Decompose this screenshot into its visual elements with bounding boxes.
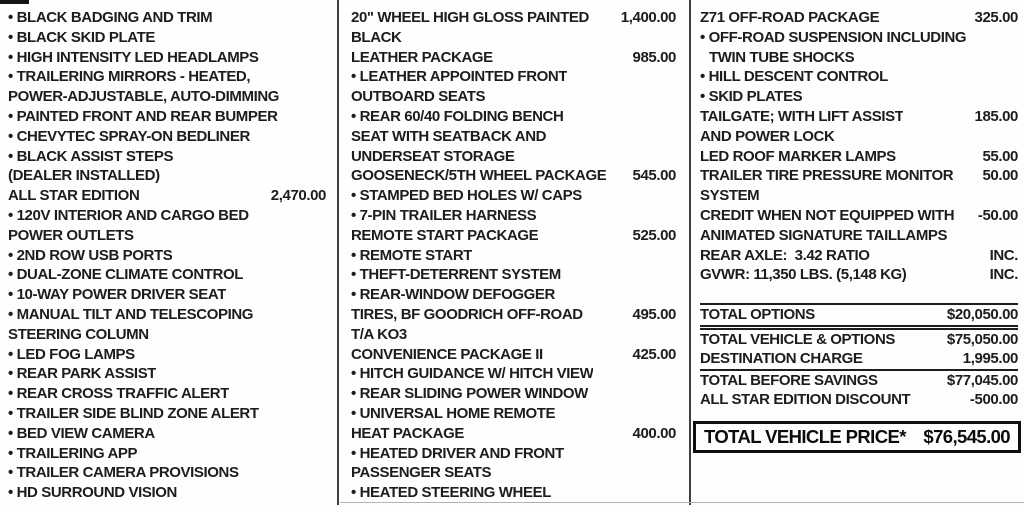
option-text: • SKID PLATES [700,88,803,106]
option-line [700,206,1018,226]
option-text: • 2ND ROW USB PORTS [8,246,173,264]
option-line [351,463,676,483]
option-text: • LEATHER APPOINTED FRONT [351,68,568,86]
option-line [700,8,1018,28]
totals-label: TOTAL VEHICLE & OPTIONS [700,330,895,348]
option-line [351,28,676,48]
option-text: STEERING COLUMN [8,325,149,343]
option-text: • HILL DESCENT CONTROL [700,68,888,86]
option-line [8,424,326,444]
option-text: • TRAILERING APP [8,444,138,462]
options-column-3-lines [700,8,1018,285]
option-text: • 10-WAY POWER DRIVER SEAT [8,286,226,304]
option-line [8,305,326,325]
option-text: • REAR-WINDOW DEFOGGER [351,286,555,304]
option-line [351,67,676,87]
option-line [351,345,676,365]
option-text: • MANUAL TILT AND TELESCOPING [8,305,254,323]
option-line [8,265,326,285]
option-line [8,404,326,424]
option-text: • CHEVYTEC SPRAY-ON BEDLINER [8,127,250,145]
option-text: ANIMATED SIGNATURE TAILLAMPS [700,226,948,244]
option-line [8,384,326,404]
option-line [351,166,676,186]
option-text: TIRES, BF GOODRICH OFF-ROAD [351,305,583,323]
option-price: 185.00 [974,107,1018,125]
option-line [700,107,1018,127]
option-line [700,67,1018,87]
option-text: • 120V INTERIOR AND CARGO BED [8,206,249,224]
option-text: HEAT PACKAGE [351,424,464,442]
option-line [351,206,676,226]
total-vehicle-price-box [693,421,1021,453]
option-line [8,246,326,266]
option-line [351,48,676,68]
option-price: 55.00 [982,147,1018,165]
option-text: • HD SURROUND VISION [8,484,177,502]
option-price: 50.00 [982,167,1018,185]
option-line [351,107,676,127]
option-text: CONVENIENCE PACKAGE II [351,345,543,363]
option-line [351,8,676,28]
option-price: -50.00 [977,206,1018,224]
option-line [351,325,676,345]
option-text: • OFF-ROAD SUSPENSION INCLUDING [700,28,967,46]
option-line [700,28,1018,48]
option-line [351,127,676,147]
column-divider-2 [689,0,691,505]
option-line [351,186,676,206]
option-text: PASSENGER SEATS [351,464,492,482]
option-text: • HITCH GUIDANCE W/ HITCH VIEW [351,365,594,383]
option-line [351,147,676,167]
totals-value: $20,050.00 [946,306,1018,324]
option-text: T/A KO3 [351,325,407,343]
option-line [700,166,1018,186]
option-line [8,285,326,305]
option-text: REMOTE START PACKAGE [351,226,539,244]
option-text: • TRAILERING MIRRORS - HEATED, [8,68,251,86]
option-price: 425.00 [632,345,676,363]
option-text: • LED FOG LAMPS [8,345,135,363]
option-price: 495.00 [632,305,676,323]
option-text: • BLACK ASSIST STEPS [8,147,174,165]
option-line [8,48,326,68]
scan-artifact-top-left [0,0,29,4]
option-text: • HEATED STEERING WHEEL [351,484,551,502]
option-line [351,364,676,384]
option-line [351,246,676,266]
option-line [8,444,326,464]
totals-label: TOTAL BEFORE SAVINGS [700,371,878,389]
option-line [8,107,326,127]
option-price: 2,470.00 [270,187,326,205]
option-text: ALL STAR EDITION [8,187,140,205]
option-line [700,226,1018,246]
option-price: 400.00 [632,424,676,442]
totals-value: $75,050.00 [946,330,1018,348]
option-line [8,8,326,28]
totals-row [700,303,1018,330]
option-line [8,87,326,107]
option-price: 985.00 [632,48,676,66]
totals-label: TOTAL OPTIONS [700,306,815,324]
totals-label: ALL STAR EDITION DISCOUNT [700,391,911,409]
option-text: LED ROOF MARKER LAMPS [700,147,896,165]
option-text: AND POWER LOCK [700,127,835,145]
totals-row [700,371,1018,391]
option-text: • REAR 60/40 FOLDING BENCH [351,107,564,125]
totals-row [700,349,1018,371]
option-text: • TRAILER CAMERA PROVISIONS [8,464,239,482]
option-line [8,127,326,147]
option-text: Z71 OFF-ROAD PACKAGE [700,9,880,26]
option-text: POWER OUTLETS [8,226,134,244]
totals-value: $77,045.00 [946,371,1018,389]
option-text: POWER-ADJUSTABLE, AUTO-DIMMING [8,88,280,106]
option-text: TAILGATE; WITH LIFT ASSIST [700,107,904,125]
option-text: BLACK [351,28,402,46]
option-line [700,127,1018,147]
option-line [8,483,326,503]
option-price: INC. [989,266,1018,284]
option-text: • BED VIEW CAMERA [8,424,155,442]
option-text: • STAMPED BED HOLES W/ CAPS [351,187,582,205]
option-text: • REMOTE START [351,246,473,264]
column-divider-1 [337,0,339,505]
option-text: • HEATED DRIVER AND FRONT [351,444,564,462]
option-text: (DEALER INSTALLED) [8,167,160,185]
option-text: • DUAL-ZONE CLIMATE CONTROL [8,266,243,284]
option-text: • REAR PARK ASSIST [8,365,157,383]
option-text: • REAR SLIDING POWER WINDOW [351,385,588,403]
option-line [351,226,676,246]
total-vehicle-price-label: TOTAL VEHICLE PRICE* [704,425,906,447]
option-line [8,345,326,365]
option-price: 1,400.00 [620,9,676,26]
option-line [700,186,1018,206]
total-vehicle-price-value: $76,545.00 [923,425,1010,447]
option-line [8,28,326,48]
option-price: 545.00 [632,167,676,185]
option-line [700,265,1018,285]
option-line [700,87,1018,107]
option-line [8,463,326,483]
option-line [8,325,326,345]
option-line [8,226,326,246]
totals-table [700,303,1018,410]
option-line [351,87,676,107]
option-text: • REAR CROSS TRAFFIC ALERT [8,385,229,403]
option-text: • BLACK SKID PLATE [8,28,155,46]
options-column-3 [700,8,1018,453]
option-price: 525.00 [632,226,676,244]
option-text: CREDIT WHEN NOT EQUIPPED WITH [700,206,955,224]
totals-label: DESTINATION CHARGE [700,350,863,368]
option-line [351,285,676,305]
option-line [351,305,676,325]
option-line [351,384,676,404]
option-line [351,404,676,424]
option-text: GVWR: 11,350 LBS. (5,148 KG) [700,266,907,284]
option-text: REAR AXLE: 3.42 RATIO [700,246,870,264]
option-text: • THEFT-DETERRENT SYSTEM [351,266,561,284]
option-text: • HIGH INTENSITY LED HEADLAMPS [8,48,259,66]
option-text: OUTBOARD SEATS [351,88,486,106]
option-text: • 7-PIN TRAILER HARNESS [351,206,537,224]
option-line [700,48,1018,68]
option-text: SEAT WITH SEATBACK AND [351,127,547,145]
totals-value: 1,995.00 [962,350,1018,368]
option-line [8,206,326,226]
option-line [8,67,326,87]
option-line [351,424,676,444]
scan-artifact-bottom-line [340,502,1024,503]
option-text: GOOSENECK/5TH WHEEL PACKAGE [351,167,607,185]
option-line [351,265,676,285]
option-text: • UNIVERSAL HOME REMOTE [351,404,556,422]
option-line [8,147,326,167]
totals-row [700,390,1018,410]
option-line [351,444,676,464]
option-line [351,483,676,503]
totals-row [700,330,1018,350]
option-text: TWIN TUBE SHOCKS [709,48,855,66]
option-line [8,186,326,206]
option-text: SYSTEM [700,187,760,205]
option-price: 325.00 [974,9,1018,26]
option-line [700,147,1018,167]
option-line [8,364,326,384]
option-line [8,166,326,186]
totals-value: -500.00 [969,391,1018,409]
option-text: • PAINTED FRONT AND REAR BUMPER [8,107,278,125]
option-text: TRAILER TIRE PRESSURE MONITOR [700,167,954,185]
option-line [700,246,1018,266]
option-text: LEATHER PACKAGE [351,48,493,66]
option-text: 20" WHEEL HIGH GLOSS PAINTED [351,9,589,26]
option-text: • TRAILER SIDE BLIND ZONE ALERT [8,404,259,422]
option-text: • BLACK BADGING AND TRIM [8,9,213,26]
options-column-1 [8,8,326,503]
option-text: UNDERSEAT STORAGE [351,147,515,165]
options-column-2 [351,8,676,503]
option-price: INC. [989,246,1018,264]
